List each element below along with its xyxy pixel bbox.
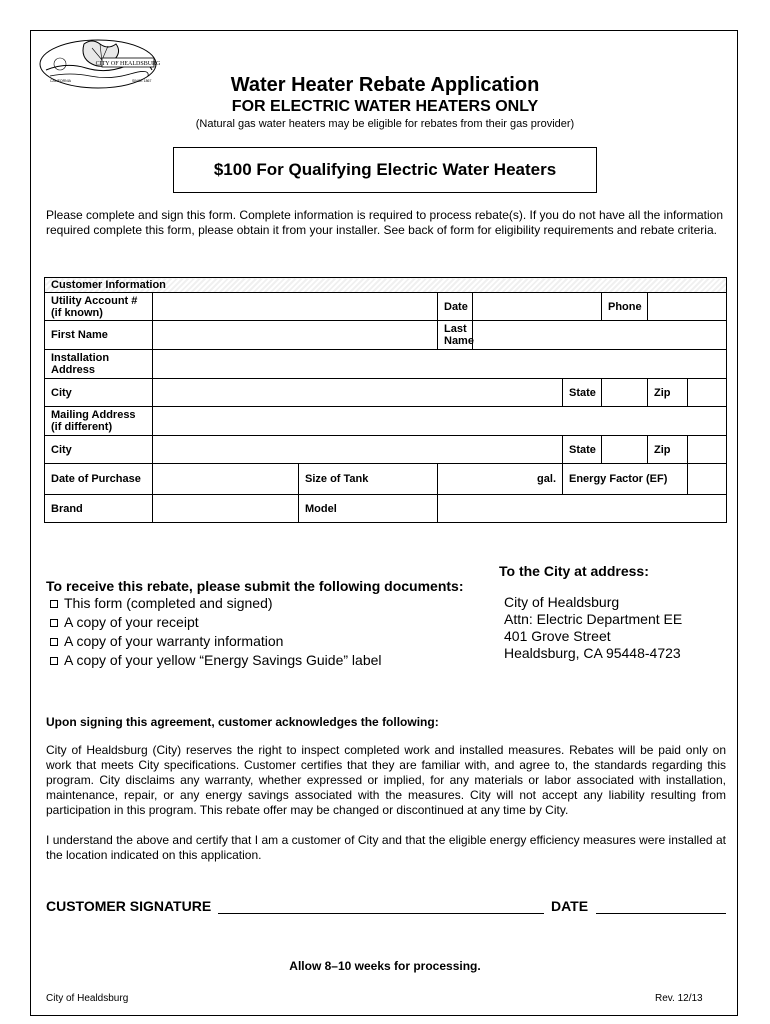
- acknowledgement-heading: Upon signing this agreement, customer acknowledges the following:: [46, 715, 439, 729]
- address-heading: To the City at address:: [499, 563, 649, 579]
- utility-account-field[interactable]: [153, 293, 438, 321]
- customer-info-header: Customer Information: [45, 278, 727, 293]
- logo-side-left: CALIFORNIA: [50, 79, 72, 83]
- certification-paragraph: I understand the above and certify that I am a customer of City and that the eligible energy efficiency measures were installed at the location indicated on this application.: [46, 833, 726, 862]
- model-label: Model: [299, 495, 438, 523]
- mailing-address-block: [504, 594, 682, 662]
- list-item: [46, 613, 382, 632]
- mailing-state-label: State: [563, 436, 602, 464]
- customer-info-table: [44, 277, 727, 523]
- list-item: [46, 651, 382, 670]
- brand-label: Brand: [45, 495, 153, 523]
- last-name-label: Last Name: [438, 321, 473, 350]
- date-label: Date: [438, 293, 473, 321]
- phone-field[interactable]: [648, 293, 727, 321]
- checkbox-icon[interactable]: [50, 619, 58, 627]
- state-label: State: [563, 379, 602, 407]
- city-label: City: [45, 379, 153, 407]
- footer-org: City of Healdsburg: [46, 993, 129, 1004]
- address-line: City of Healdsburg: [504, 594, 620, 610]
- city-field[interactable]: [153, 379, 563, 407]
- address-line: Healdsburg, CA 95448-4723: [504, 645, 681, 661]
- address-line: 401 Grove Street: [504, 628, 611, 644]
- energy-factor-field[interactable]: [688, 464, 727, 495]
- tank-size-field[interactable]: [438, 464, 563, 495]
- checkbox-icon[interactable]: [50, 657, 58, 665]
- logo-text: CITY OF HEALDSBURG: [95, 61, 160, 67]
- document-item-label: A copy of your receipt: [64, 614, 199, 630]
- page-title: Water Heater Rebate Application: [230, 74, 540, 96]
- phone-label: Phone: [602, 293, 648, 321]
- signature-date-line[interactable]: [596, 913, 726, 914]
- acknowledgement-paragraph: City of Healdsburg (City) reserves the right to inspect completed work and installed measures. Rebates will be paid only on work that meets City specifications. Customer certifies that they are familiar with, and agree to, the standards regarding this program. City disclaims any warranty, whether expressed or implied, for any materials or labor associated with installation, maintenance, repair, or any energy savings associated with the measures. City will not accept any liability resulting from participation in this program. This rebate offer may be changed or discontinued at any time by City.: [46, 743, 726, 817]
- signature-label: CUSTOMER SIGNATURE: [46, 898, 212, 914]
- document-item-label: A copy of your warranty information: [64, 633, 284, 649]
- mailing-state-field[interactable]: [602, 436, 648, 464]
- intro-text: Please complete and sign this form. Complete information is required to process rebate(s). If you do not have all the information required complete this form, please obtain it from your installer. See back of form for eligibility requirements and rebate criteria.: [46, 208, 724, 237]
- document-item-label: This form (completed and signed): [64, 595, 273, 611]
- list-item: [46, 632, 382, 651]
- checkbox-icon[interactable]: [50, 600, 58, 608]
- installation-address-field[interactable]: [153, 350, 727, 379]
- gas-note: (Natural gas water heaters may be eligible for rebates from their gas provider): [195, 118, 575, 130]
- logo-side-right: SINCE 1867: [132, 79, 152, 83]
- first-name-label: First Name: [45, 321, 153, 350]
- state-field[interactable]: [602, 379, 648, 407]
- signature-row: [46, 898, 726, 918]
- footer-revision: Rev. 12/13: [655, 993, 703, 1004]
- installation-address-label: Installation Address: [45, 350, 153, 379]
- address-line: Attn: Electric Department EE: [504, 611, 683, 627]
- page-subtitle: FOR ELECTRIC WATER HEATERS ONLY: [231, 98, 539, 115]
- last-name-field[interactable]: [473, 321, 727, 350]
- date-field[interactable]: [473, 293, 602, 321]
- zip-field[interactable]: [688, 379, 727, 407]
- size-of-tank-label: Size of Tank: [299, 464, 438, 495]
- processing-note: Allow 8–10 weeks for processing.: [289, 959, 481, 973]
- utility-account-label: Utility Account # (if known): [45, 293, 153, 321]
- document-item-label: A copy of your yellow “Energy Savings Guide” label: [64, 652, 382, 668]
- rebate-banner: $100 For Qualifying Electric Water Heaters: [173, 147, 597, 193]
- mailing-city-field[interactable]: [153, 436, 563, 464]
- mailing-city-label: City: [45, 436, 153, 464]
- mailing-zip-field[interactable]: [688, 436, 727, 464]
- mailing-zip-label: Zip: [648, 436, 688, 464]
- documents-list: [46, 594, 382, 670]
- model-field[interactable]: [438, 495, 727, 523]
- first-name-field[interactable]: [153, 321, 438, 350]
- brand-field[interactable]: [153, 495, 299, 523]
- list-item: [46, 594, 382, 613]
- mailing-address-field[interactable]: [153, 407, 727, 436]
- gal-label: gal.: [537, 473, 556, 485]
- signature-line[interactable]: [218, 913, 544, 914]
- date-of-purchase-field[interactable]: [153, 464, 299, 495]
- mailing-address-label: Mailing Address (if different): [45, 407, 153, 436]
- zip-label: Zip: [648, 379, 688, 407]
- checkbox-icon[interactable]: [50, 638, 58, 646]
- signature-date-label: DATE: [551, 898, 589, 914]
- documents-heading: To receive this rebate, please submit the following documents:: [46, 578, 464, 594]
- date-of-purchase-label: Date of Purchase: [45, 464, 153, 495]
- energy-factor-label: Energy Factor (EF): [563, 464, 688, 495]
